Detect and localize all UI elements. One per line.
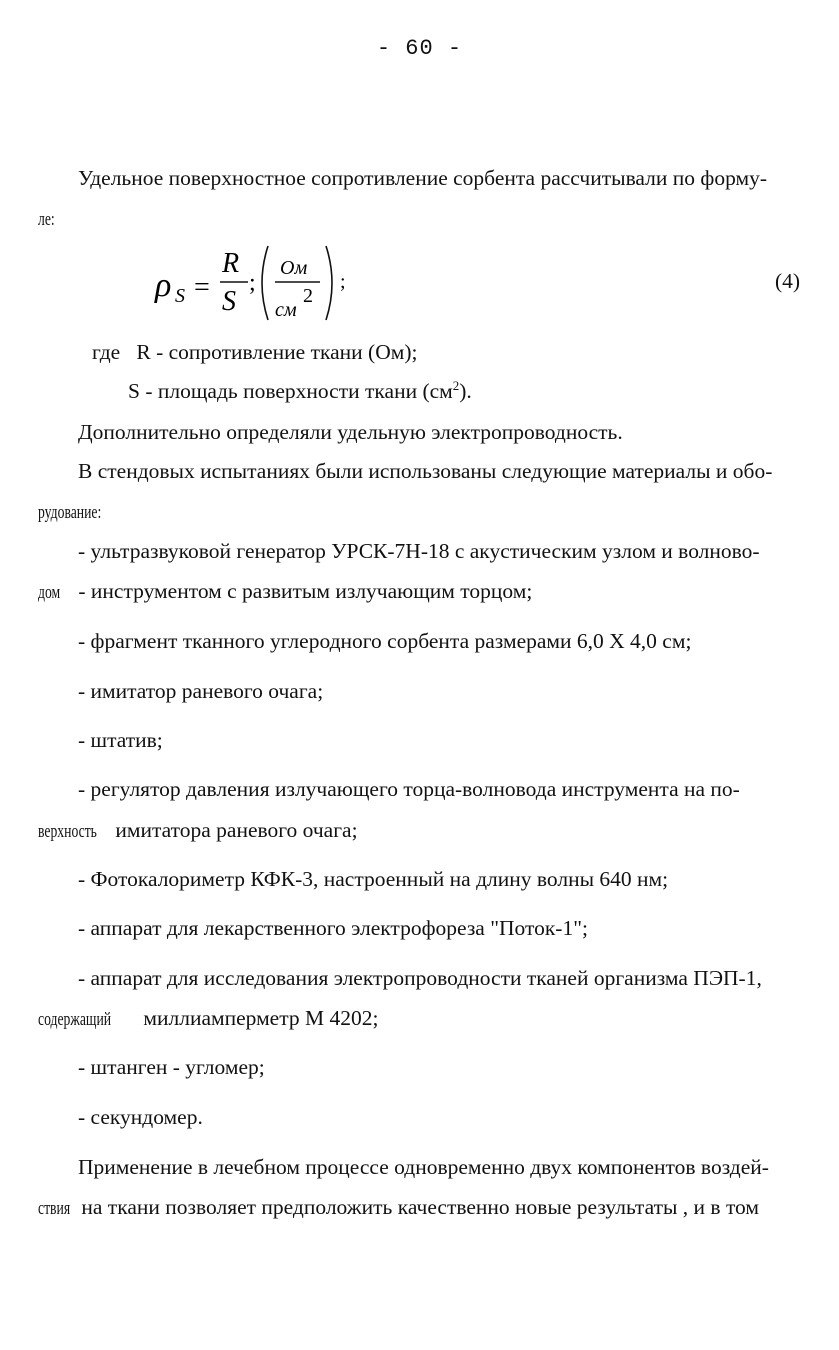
list-item-text: миллиамперметр М 4202; [138,1006,379,1030]
paragraph-line [38,1194,759,1222]
page-number: - 60 - [376,36,463,61]
paragraph-line [38,498,126,526]
paragraph-line: Применение в лечебном процессе одновременно двух компонентов воздей- [78,1155,769,1179]
formula-rho-subscript: S [175,285,185,307]
formula-equals: = [194,272,210,303]
paragraph-line: Удельное поверхностное сопротивление сорбента рассчитывали по форму- [78,166,768,190]
list-item-text: имитатора раневого очага; [110,818,358,842]
where-r: R - сопротивление ткани (Ом); [136,340,418,364]
formula-rho: ρ [155,267,172,304]
where-label-line [92,339,417,365]
list-item: - штатив; [78,728,163,752]
list-item-line: - аппарат для исследования электропроводности тканей организма ПЭП-1, [78,966,762,990]
list-item-line [38,578,532,606]
where-s-line [128,378,472,404]
list-item: - Фотокалориметр КФК-3, настроенный на длину волны 640 нм; [78,867,669,891]
left-paren [262,246,268,320]
right-paren [326,246,332,320]
paragraph-line [38,205,61,233]
paragraph-line: В стендовых испытаниях были использованы следующие материалы и обо- [78,459,773,483]
where-s-exponent: 2 [452,378,460,393]
paragraph-text: на ткани позволяет предположить качественно новые результаты , и в том [76,1195,760,1219]
list-item: - секундомер. [78,1105,203,1129]
where-label: где [92,340,121,364]
list-item-text: - инструментом с развитым излучающим торцом; [73,579,533,603]
paragraph-line: Дополнительно определяли удельную электропроводность. [78,420,623,444]
formula-separator: ; [249,270,256,296]
formula-end: ; [340,271,346,293]
condensed-text: ствия [38,1198,71,1219]
equation-number: (4) [775,269,801,293]
where-s-end: ). [459,379,472,403]
condensed-text: содержащий [38,1009,112,1030]
condensed-text: верхность [38,821,97,842]
list-item: - штанген - угломер; [78,1055,265,1079]
list-item-line: - регулятор давления излучающего торца-волновода инструмента на по- [78,777,740,801]
condensed-text: дом [38,582,61,603]
formula-numerator: R [222,248,240,279]
where-s: S - площадь поверхности ткани (см [128,379,453,403]
condensed-text: ле: [38,209,55,230]
formula-denominator: S [222,286,236,317]
list-item-line [38,817,358,845]
unit-exponent: 2 [303,285,313,307]
list-item-line [38,1005,378,1033]
list-item: - аппарат для лекарственного электрофореза "Поток-1"; [78,916,588,940]
list-item-line: - ультразвуковой генератор УРСК-7Н-18 с акустическим узлом и волново- [78,539,760,563]
list-item: - имитатор раневого очага; [78,679,324,703]
formula [150,238,800,328]
list-item: - фрагмент тканного углеродного сорбента размерами 6,0 Х 4,0 см; [78,629,692,653]
unit-denominator: см [275,299,297,321]
condensed-text: рудование: [38,502,102,523]
unit-numerator: Ом [280,257,308,279]
